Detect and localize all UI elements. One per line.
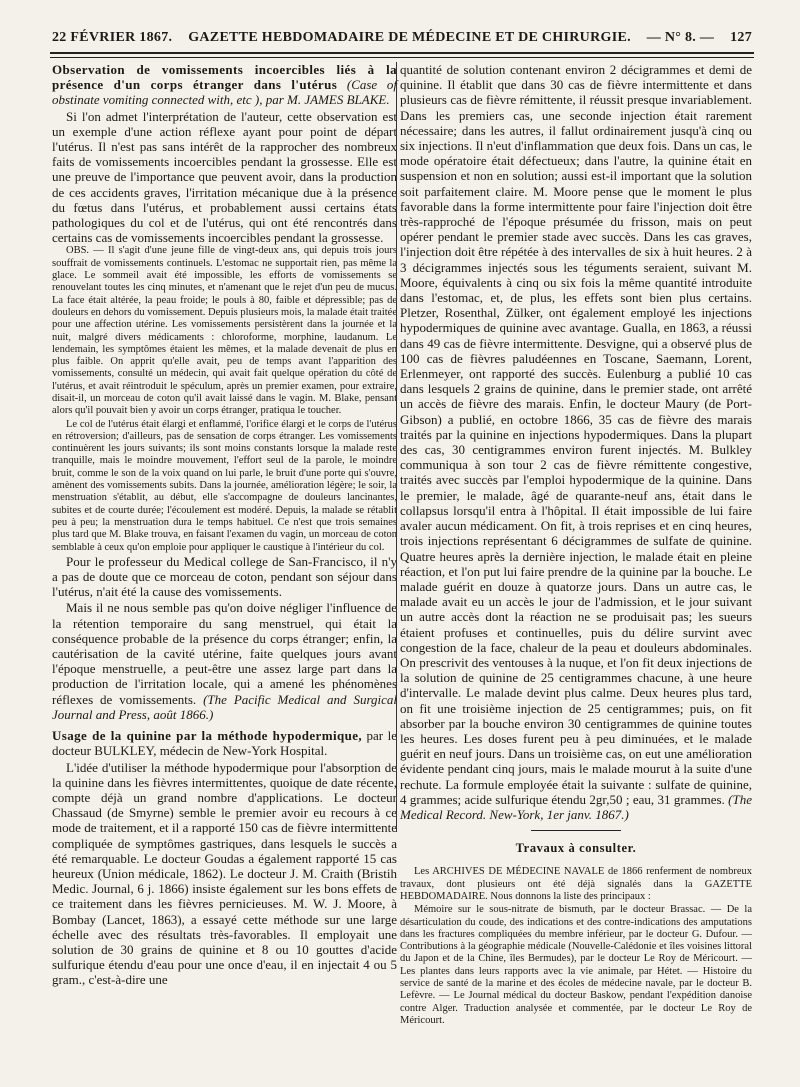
travaux-list: Mémoire sur le sous-nitrate de bismuth, par le docteur Brassac. — De la désarticulation du coude, des indications et des contre-indications des amputations dans les fractures compliquées du membre inférieur, par le docteur G. Dufour. — Contributions à la géographie médicale (Nouvelle-Calédonie et îles voisines littoral du Japon et de la Chine, îles Bermudes), par le docteur Le Roy de Méricourt. — Les plantes dans leurs rapports avec la vie animale, par Hétet. — Histoire du service de santé de la marine et des écoles de médecine navale, par le docteur B. Lefèvre. — Le Journal médical du docteur Baskow, pendant l'expédition danoise contre Alger. Traduction analysée et commentée, par le docteur Le Roy de Méricourt. xyxy=(400,904,752,1026)
left-paragraph-1: Si l'on admet l'interprétation de l'auteur, cette observation est un exemple d'une action réflexe ayant pour point de départ l'utérus. Il n'est pas sans intérêt de la rapprocher des nombreux faits de vomissements incoercibles pendant la grossesse. Elle est une preuve de l'importance que peuvent avoir, dans la production de ces accidents graves, l'irritation mécanique due à la présence du fœtus dans l'utérus, et probablement aussi certains états pathologiques du col et de l'utérus, qui ont été rencontrés dans certains cas de vomissements incoercibles pendant la grossesse. xyxy=(52,108,397,246)
header-date: 22 FÉVRIER 1867. xyxy=(52,30,173,45)
observation-subtitle: (Case of obstinate vomiting connected with, etc ), par M. JAMES BLAKE. xyxy=(52,77,397,108)
header-title: GAZETTE HEBDOMADAIRE DE MÉDECINE ET DE CHIRURGIE. xyxy=(188,30,631,45)
observation-case xyxy=(52,245,397,553)
usage-title: Usage de la quinine par la méthode hypodermique, xyxy=(52,728,363,744)
right-paragraph-1: quantité de solution contenant environ 2 décigrammes et demi de quinine. Il établit que dans 30 cas de fièvre intermittente et dans plusieurs cas de fièvre rémittente, il réussit presque invariablement. Dans les premiers cas, une seconde injection était rarement nécessaire; dans les autres, il fallut ordinairement jusqu'à cinq ou six injections. Il n'eut d'inflammation que deux fois. Dans un cas, le mode opératoire était défectueux; dans l'autre, la quinine était en suspension et non en solution; aussi est-il important que la solution soit parfaitement claire. M. Moore pense que le moment le plus favorable dans la forme intermittente pour faire l'injection doit être très-rapproché de l'époque présumée du frisson, mais on peut opérer pendant le premier stade avec succès. Dans les cas graves, l'injection doit être répétée à des intervalles de six à huit heures. 2 à 3 décigrammes injectés sous les téguments seraient, suivant M. Moore, équivalents à cinq ou six fois la même quantité introduite dans l'estomac, et, de plus, les effets sont bien plus certains. Pletzer, Rosenthal, Zülker, ont également employé les injections hypodermiques de quinine avec avantage. Gualla, en 1863, a réussi dans 49 cas de fièvre intermittente. Desvigne, qui a observé plus de 100 cas de fièvres paludéennes en Toscane, Saemann, Lorent, Erlenmeyer, ont rapporté des succès. Eulenburg a publié 10 cas dans lesquels 2 grains de quinine, dans le premier stade, ont arrêté un accès de fièvre des marais. Enfin, le docteur Maury (de Port-Gibson) a publié, en octobre 1866, 35 cas de fièvre des marais traités par la quinine en injections hypodermiques. Dans la plupart des cas, 30 centigrammes environ furent injectés. M. Bulkley communiqua à son tour 2 cas de fièvre rémittente congestive, traités avec succès par l'emploi hypodermique de la quinine. Dans le premier, le malade, âgé de quarante-neuf ans, était dans le collapsus lorsqu'il entra à l'hôpital. Il était impossible de lui faire avaler aucun médicament. On fit, à trois reprises et en cinq heures, trois injections représentant 6 décigrammes de sulfate de quinine. Quatre heures après la dernière injection, le malade était en pleine réaction, et l'on put lui faire prendre de la quinine par la bouche. Le malade guérit en douze à quatorze jours. Dans un autre cas, le malade avait eu un accès le jour de l'admission, et le jour suivant un autre accès dont la réaction ne se produisait pas; les sueurs étaient profuses et continuelles, puis du délire survint avec congestion de la face, chaleur de la peau et douleurs abdominales. On prescrivit des ventouses à la nuque, et l'on fit deux injections de la solution de quinine de 25 centigrammes chacune, à une heure d'intervalle. Le malade devint plus calme. Deux heures plus tard, on fit une troisième injection de 25 centigrammes; puis, on fit absorber par la bouche environ 30 centigrammes de quinine toutes les heures. Les doses furent peu à peu diminuées, et le malade guérit en neuf jours. Dans un troisième cas, on eut une amélioration évidente pendant cinq jours, mais le malade mourut à la suite d'une rechute. La formule employée était la suivante : sulfate de quinine, 4 grammes; acide sulfurique étendu 2gr,50 ; eau, 31 grammes. xyxy=(400,62,753,807)
observation-text-1: OBS. — Il s'agit d'une jeune fille de vingt-deux ans, qui depuis trois jours souffrait de vomissements continuels. L'estomac ne supportait rien, pas même la glace. Le sommeil avait été impossible, les efforts de vomissements se renouvelant toutes les cinq minutes, et n'amenant que le rejet d'un peu de mucus. La face était altérée, la peau froide; le pouls à 80, faible et dépressible; pas de douleurs en dehors du vomissement. Depuis plusieurs mois, la malade était traitée pour une affection utérine. Les vomissements persistèrent dans la journée et la nuit, malgré divers médicaments : chloroforme, morphine, laudanum. Le lendemain, les symptômes étaient les mêmes, et la malade devenait de plus en plus faible. On apprit qu'elle avait, peu de temps avant l'apparition des vomissements, consulté un médecin, qui avait fait quelque opération du côté de l'utérus, et avait réintroduit le spéculum, après un premier examen, pour extraire, disait-il, un morceau de coton qu'il avait laissé dans le vagin. M. Blake, pensant alors qu'il pouvait bien y avoir un corps étranger, pratiqua le toucher. xyxy=(52,245,397,417)
column-divider xyxy=(396,62,397,832)
observation-text-2: Le col de l'utérus était élargi et enflammé, l'orifice élargi et le corps de l'utérus en rétroversion; d'ailleurs, pas de sensation de corps étranger. Les vomissements continuèrent les jours suivants; ils sont moins constants lorsque la malade reste tranquille, mais le moindre mouvement, l'effort seul de la parole, le moindre bruit, comme le son de la voix quand on lui parle, le bruit d'une porte qui s'ouvre, amènent des vomissements subits. Dans la journée, amélioration légère; le soir, la menstruation s'établit, au début, elle s'accompagne de douleurs lancinantes, subites et de courte durée; l'écoulement est modéré. Depuis, la malade se rétablit peu à peu; la menstruation dura le temps habituel. Ce n'est que trois semaines plus tard que M. Blake trouva, en faisant l'examen du vagin, un morceau de coton semblable à ceux qu'on emploie pour appliquer le caustique à l'intérieur du col. xyxy=(52,418,397,553)
left-citation: (The Pacific Medical and Surgical Journal and Press, août 1866.) xyxy=(52,691,398,722)
usage-subtitle: par le docteur BULKLEY, médecin de New-York Hospital. xyxy=(52,728,397,759)
travaux-section xyxy=(400,866,752,1027)
article-end-rule xyxy=(531,830,621,831)
header-number: — N° 8. — xyxy=(646,30,715,45)
right-column xyxy=(400,62,752,1027)
page-header xyxy=(52,28,752,48)
travaux-intro: Les ARCHIVES DE MÉDECINE NAVALE de 1866 renferment de nombreux travaux, dont plusieurs ont été déjà signalés dans la GAZETTE HEBDOMADAIRE. Nous donnons la liste des principaux : xyxy=(400,866,752,902)
header-rule xyxy=(50,52,754,58)
travaux-title: Travaux à consulter. xyxy=(515,841,637,856)
left-paragraph-4: L'idée d'utiliser la méthode hypodermique pour l'absorption de la quinine dans les fièvres intermittentes, quoique de date récente, compte déjà un grand nombre d'applications. Le docteur Chassaud (de Smyrne) semble le premier avoir eu recours à ce mode de traitement, et il a rapporté 150 cas de fièvre intermittente compliquée de symptômes gastriques, dans lesquels le succès a été remarquable. Le docteur Goudas a également rapporté 15 cas heureux (Union médicale, 1862). Le docteur J. M. Craith (Bristih Medic. Journal, 6 j. 1866) insiste également sur les bons effets de ce traitement dans les fièvres pernicieuses. M. W. J. Moore, à Bombay (Lancet, 1863), a essayé cette méthode sur une large échelle avec des résultats très-favorables. Il employait une solution de 30 grains de quinine et 8 ou 10 gouttes d'acide sulfurique étendu d'eau pour une once d'eau, il en injectait 4 ou 5 gram., c'est-à-dire une xyxy=(52,759,397,988)
left-column xyxy=(52,62,397,988)
right-citation: (The Medical Record. New-York, 1er janv. 1867.) xyxy=(400,791,752,822)
observation-title: Observation de vomissements incoercibles liés à la présence d'un corps étranger dans l'utérus xyxy=(52,62,397,93)
left-paragraph-2: Pour le professeur du Medical college de San-Francisco, il n'y a pas de doute que ce morceau de coton, pendant son séjour dans l'utérus, n'ait été la cause des vomissements. xyxy=(52,553,397,600)
left-paragraph-3: Mais il ne nous semble pas qu'on doive négliger l'influence de la rétention temporaire du sang menstruel, qui était la conséquence probable de la présence du corps étranger; enfin, la cautérisation de la cavité utérine, faite quelques jours avant l'époque menstruelle, a peut-être une assez large part dans la production de l'irritation locale, qui a amené les phénomènes réflexes de vomissements. xyxy=(52,600,397,707)
header-page-number: 127 xyxy=(730,30,752,45)
